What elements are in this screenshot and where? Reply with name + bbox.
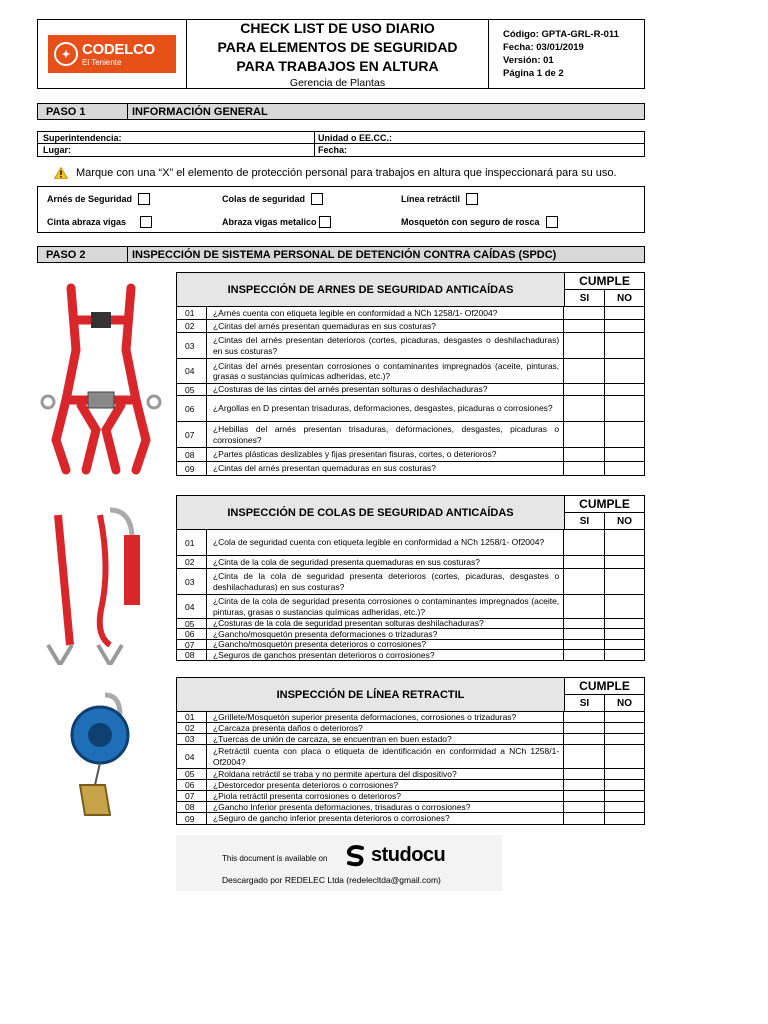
equip-linea-checkbox[interactable] [466,193,478,205]
row-number: 02 [177,556,207,568]
title-line-1: CHECK LIST DE USO DIARIO [240,20,435,36]
row-number: 05 [177,619,207,628]
si-checkbox-cell[interactable] [564,595,604,618]
cumple-header: CUMPLE [565,496,644,513]
no-checkbox-cell[interactable] [605,780,645,790]
row-number: 07 [177,640,207,649]
inspection-row [177,802,645,813]
si-checkbox-cell[interactable] [564,320,604,332]
si-checkbox-cell[interactable] [564,333,604,358]
inspection-row [177,650,645,661]
equip-arnes-checkbox[interactable] [138,193,150,205]
no-header: NO [617,292,632,304]
unidad-field[interactable]: Unidad o EE.CC.: [318,133,392,143]
no-checkbox-cell[interactable] [605,396,645,421]
row-number: 02 [177,723,207,733]
inspection-row [177,448,645,462]
row-question: ¿Piola retráctil presenta corrosiones o deterioros? [207,791,564,801]
no-checkbox-cell[interactable] [605,320,645,332]
inspection-row [177,723,645,734]
inspection-row [177,359,645,384]
si-checkbox-cell[interactable] [564,813,604,824]
general-info-table [37,131,645,157]
row-number: 01 [177,712,207,722]
row-question: ¿Gancho Inferior presenta deformaciones, trisaduras o corrosiones? [207,802,564,812]
equip-mosqueton [401,216,558,228]
document-header [37,19,645,89]
row-question: ¿Hebillas del arnés presentan trisaduras, deformaciones, desgastes, picaduras o corrosiones? [207,422,564,447]
logo-sub-text: El Teniente [82,57,122,67]
inspection-row [177,780,645,791]
row-question: ¿Cola de seguridad cuenta con etiqueta legible en conformidad a NCh 1258/1- Of2004? [207,530,564,555]
row-question: ¿Arnés cuenta con etiqueta legible en conformidad a NCh 1258/1- Of2004? [207,307,564,319]
si-checkbox-cell[interactable] [564,791,604,801]
equip-cinta [47,216,152,228]
row-number: 08 [177,650,207,660]
no-checkbox-cell[interactable] [605,712,645,722]
si-header: SI [565,695,605,711]
equip-linea-label: Línea retráctil [401,194,461,204]
no-checkbox-cell[interactable] [605,333,645,358]
table-header [177,496,645,530]
paso1-label: INFORMACIÓN GENERAL [132,105,268,118]
meta-cell [489,20,644,88]
inspection-row [177,813,645,825]
equip-cinta-checkbox[interactable] [140,216,152,228]
row-question: ¿Seguro de gancho inferior presenta deterioros o corrosiones? [207,813,564,824]
retractable-lifeline-image [50,690,150,820]
row-number: 08 [177,802,207,812]
no-checkbox-cell[interactable] [605,384,645,395]
si-checkbox-cell[interactable] [564,745,604,768]
inspection-row [177,791,645,802]
inspection-row [177,556,645,569]
equipment-selection [37,186,645,233]
no-checkbox-cell[interactable] [605,556,645,568]
si-checkbox-cell[interactable] [564,629,604,639]
equip-abraza-label: Abraza vigas metalico [222,217,317,227]
doc-version: Versión: 01 [503,55,554,66]
row-question: ¿Destorcedor presenta deterioros o corrosiones? [207,780,564,790]
doc-page: Página 1 de 2 [503,68,564,79]
inspection-row [177,333,645,359]
cumple-header: CUMPLE [565,678,644,695]
no-header: NO [617,697,632,709]
no-checkbox-cell[interactable] [605,462,645,475]
fecha-field[interactable]: Fecha: [318,145,348,155]
equip-mosqueton-checkbox[interactable] [546,216,558,228]
row-question: ¿Roldana retráctil se traba y no permite apertura del dispositivo? [207,769,564,779]
no-checkbox-cell[interactable] [605,745,645,768]
row-question: ¿Argollas en D presentan trisaduras, deformaciones, desgastes, picaduras o corrosiones? [207,396,564,421]
no-checkbox-cell[interactable] [605,530,645,555]
paso1-number: PASO 1 [38,104,128,119]
lanyard-inspection-table [176,495,645,661]
studocu-brand-text: studocu [371,843,446,866]
si-checkbox-cell[interactable] [564,640,604,649]
no-checkbox-cell[interactable] [605,448,645,461]
title-cell [187,20,489,88]
equip-abraza-checkbox[interactable] [319,216,331,228]
logo-cell [38,20,187,88]
si-checkbox-cell[interactable] [564,359,604,383]
row-question: ¿Cintas del arnés presentan corrosiones o contaminantes impregnados (aceite, pinturas, grasas o sustancias químicas adheridas, etc.)? [207,359,564,383]
row-number: 03 [177,569,207,594]
row-question: ¿Cintas del arnés presentan quemaduras en sus costuras? [207,320,564,332]
row-question: ¿Cinta de la cola de seguridad presenta quemaduras en sus costuras? [207,556,564,568]
paso2-number: PASO 2 [38,247,128,262]
instruction-text: Marque con una “X” el elemento de protección personal para trabajos en altura que inspeccionará para su uso. [76,167,617,179]
row-question: ¿Cintas del arnés presentan deterioros (cortes, picaduras, desgastes o deshilachaduras) en sus costuras? [207,333,564,358]
equip-arnes [47,193,150,205]
title-line-3: PARA TRABAJOS EN ALTURA [236,58,439,74]
equip-colas-label: Colas de seguridad [222,194,306,204]
instruction [54,167,617,179]
retractable-inspection-table [176,677,645,825]
downloaded-by-text: Descargado por REDELEC Ltda (redelecltda@gmail.com) [222,875,441,885]
doc-code: Código: GPTA-GRL-R-011 [503,29,619,40]
no-checkbox-cell[interactable] [605,619,645,628]
cumple-header: CUMPLE [565,273,644,290]
available-text: This document is available on [222,854,328,863]
row-number: 09 [177,813,207,824]
si-checkbox-cell[interactable] [564,734,604,744]
lugar-field[interactable]: Lugar: [38,144,315,156]
paso2-bar [37,246,645,263]
no-checkbox-cell[interactable] [605,650,645,660]
inspection-row [177,769,645,780]
doc-date: Fecha: 03/01/2019 [503,42,584,53]
table-header [177,678,645,712]
no-checkbox-cell[interactable] [605,813,645,824]
row-question: ¿Seguros de ganchos presentan deterioros o corrosiones? [207,650,564,660]
studocu-logo-icon [344,843,368,867]
inspection-row [177,462,645,476]
no-checkbox-cell[interactable] [605,791,645,801]
si-checkbox-cell[interactable] [564,619,604,628]
row-question: ¿Costuras de las cintas del arnés presentan solturas o deshilachaduras? [207,384,564,395]
row-number: 02 [177,320,207,332]
si-checkbox-cell[interactable] [564,723,604,733]
row-question: ¿Gancho/mosquetón presenta deformaciones o trizaduras? [207,629,564,639]
si-checkbox-cell[interactable] [564,422,604,447]
no-checkbox-cell[interactable] [605,307,645,319]
table-title: INSPECCIÓN DE ARNES DE SEGURIDAD ANTICAÍDAS [177,273,565,306]
row-question: ¿Partes plásticas deslizables y fijas presentan fisuras, cortes, o deterioros? [207,448,564,461]
inspection-row [177,384,645,396]
si-checkbox-cell[interactable] [564,650,604,660]
inspection-row [177,734,645,745]
row-question: ¿Cinta de la cola de seguridad presenta deterioros (cortes, picaduras, desgastes o deshilachaduras) en sus costuras? [207,569,564,594]
row-question: ¿Retráctil cuenta con placa o etiqueta de identificación en conformidad a NCh 1258/1- Of2004? [207,745,564,768]
row-question: ¿Cintas del arnés presentan quemaduras en sus costuras? [207,462,564,475]
si-checkbox-cell[interactable] [564,569,604,594]
title-line-2: PARA ELEMENTOS DE SEGURIDAD [217,39,458,55]
si-header: SI [565,513,605,529]
subtitle: Gerencia de Plantas [289,77,386,89]
paso2-label: INSPECCIÓN DE SISTEMA PERSONAL DE DETENCIÓN CONTRA CAÍDAS (SPDC) [132,248,557,261]
row-question: ¿Tuercas de unión de carcaza, se encuentran en buen estado? [207,734,564,744]
inspection-row [177,396,645,422]
equip-abraza [222,216,331,228]
si-checkbox-cell[interactable] [564,769,604,779]
row-number: 07 [177,422,207,447]
harness-inspection-table [176,272,645,476]
row-question: ¿Carcaza presenta daños o deterioros? [207,723,564,733]
inspection-row [177,745,645,769]
si-checkbox-cell[interactable] [564,712,604,722]
codelco-logo [48,35,176,73]
no-checkbox-cell[interactable] [605,422,645,447]
row-number: 06 [177,396,207,421]
inspection-row [177,619,645,629]
equip-cinta-label: Cinta abraza vigas [47,217,127,227]
row-number: 04 [177,595,207,618]
no-checkbox-cell[interactable] [605,640,645,649]
table-header [177,273,645,307]
no-checkbox-cell[interactable] [605,569,645,594]
row-number: 01 [177,530,207,555]
equip-arnes-label: Arnés de Seguridad [47,194,133,204]
no-header: NO [617,515,632,527]
no-checkbox-cell[interactable] [605,802,645,812]
no-checkbox-cell[interactable] [605,769,645,779]
row-number: 06 [177,780,207,790]
inspection-row [177,320,645,333]
equip-colas-checkbox[interactable] [311,193,323,205]
row-question: ¿Costuras de la cola de seguridad presentan solturas deshilachaduras? [207,619,564,628]
row-number: 03 [177,734,207,744]
row-number: 01 [177,307,207,319]
si-checkbox-cell[interactable] [564,530,604,555]
studocu-brand[interactable] [344,843,445,867]
row-number: 09 [177,462,207,475]
no-checkbox-cell[interactable] [605,734,645,744]
row-question: ¿Gancho/mosquetón presenta deterioros o corrosiones? [207,640,564,649]
logo-main-text: CODELCO [82,40,155,58]
row-number: 07 [177,791,207,801]
inspection-row [177,595,645,619]
no-checkbox-cell[interactable] [605,359,645,383]
row-number: 08 [177,448,207,461]
si-checkbox-cell[interactable] [564,556,604,568]
lanyard-image [40,505,155,665]
si-checkbox-cell[interactable] [564,462,604,475]
harness-image [36,280,166,480]
table-title: INSPECCIÓN DE COLAS DE SEGURIDAD ANTICAÍDAS [177,496,565,529]
row-number: 05 [177,384,207,395]
si-checkbox-cell[interactable] [564,396,604,421]
no-checkbox-cell[interactable] [605,723,645,733]
inspection-row [177,640,645,650]
warning-icon [54,167,68,179]
no-checkbox-cell[interactable] [605,595,645,618]
row-number: 04 [177,745,207,768]
row-question: ¿Grillete/Mosquetón superior presenta deformaciones, corrosiones o trizaduras? [207,712,564,722]
inspection-row [177,307,645,320]
inspection-row [177,569,645,595]
inspection-row [177,530,645,556]
si-header: SI [565,290,605,306]
row-number: 05 [177,769,207,779]
superintendencia-field[interactable]: Superintendencia: [38,132,315,143]
inspection-row [177,422,645,448]
equip-linea [401,193,478,205]
row-question: ¿Cinta de la cola de seguridad presenta corrosiones o contaminantes impregnados (aceite, pinturas, grasas o sustancias químicas adheridas, etc.)? [207,595,564,618]
si-checkbox-cell[interactable] [564,384,604,395]
row-number: 04 [177,359,207,383]
si-checkbox-cell[interactable] [564,802,604,812]
paso1-bar [37,103,645,120]
si-checkbox-cell[interactable] [564,448,604,461]
inspection-row [177,712,645,723]
studocu-footer [176,835,502,891]
si-checkbox-cell[interactable] [564,780,604,790]
codelco-emblem-icon: ✦ [54,42,78,66]
no-checkbox-cell[interactable] [605,629,645,639]
si-checkbox-cell[interactable] [564,307,604,319]
equip-mosqueton-label: Mosquetón con seguro de rosca [401,217,540,227]
row-number: 06 [177,629,207,639]
equip-colas [222,193,323,205]
table-title: INSPECCIÓN DE LÍNEA RETRACTIL [177,678,565,711]
row-number: 03 [177,333,207,358]
